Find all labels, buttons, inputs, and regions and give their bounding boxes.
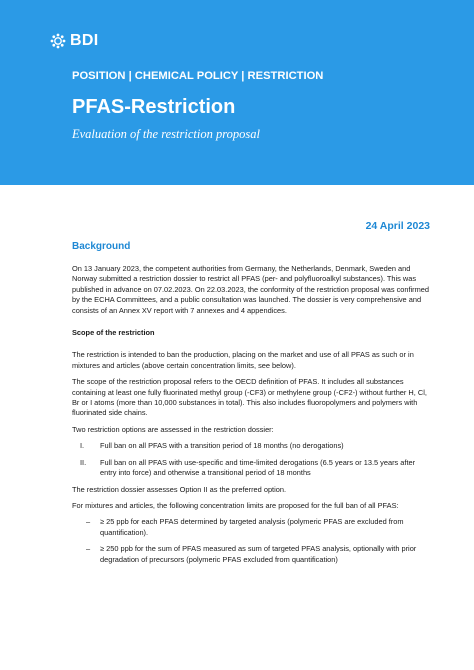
document-kicker: POSITION | CHEMICAL POLICY | RESTRICTION (72, 70, 324, 82)
scope-paragraph-1: The restriction is intended to ban the production, placing on the market and use of all PFAS as such or in mixtures and articles (above certain concentration limits, see below). (72, 350, 414, 370)
document-subtitle: Evaluation of the restriction proposal (72, 127, 260, 141)
bdi-logo (50, 32, 98, 50)
limit-text: ≥ 250 ppb for the sum of PFAS measured as sum of targeted PFAS analysis, optionally with prior degradation of precursors (polymeric PFAS excluded from quantification) (100, 544, 417, 564)
document-title: PFAS-Restriction (72, 96, 236, 118)
header-banner (0, 0, 474, 185)
option-item (72, 458, 430, 479)
option-text: Full ban on all PFAS with use-specific and time-limited derogations (6.5 years or 13.5 years after entry into force) and otherwise a transitional period of 18 months (100, 457, 416, 478)
dash-marker: – (86, 544, 91, 554)
dash-marker: – (86, 517, 91, 527)
background-paragraph: On 13 January 2023, the competent authorities from Germany, the Netherlands, Denmark, Sweden and Norway submitted a restriction dossier to restrict all PFAS (per- and polyfluoroalkyl substances). This was published in advance on 07.02.2023. On 22.03.2023, the conformity of the restriction proposal was confirmed by the ECHA Committees, and a public consultation was launched. The dossier is very comprehensive and consists of an Annex XV report with 7 annexes and 4 appendices. (72, 264, 430, 315)
scope-paragraph-3: Two restriction options are assessed in the restriction dossier: (72, 424, 274, 434)
logo-text: BDI (70, 32, 99, 49)
background-heading: Background (72, 241, 131, 252)
scope-paragraph-2: The scope of the restriction proposal refers to the OECD definition of PFAS. It includes all substances containing at least one fully fluorinated methyl group (-CF3) or methylene group (-CF2-) without further H, Cl, Br or I atoms (more than 10,000 substances in total). This also includes fluoropolymers and polymers with fluorinated side chains. (72, 377, 427, 418)
option-item (72, 441, 430, 451)
document-date: 24 April 2023 (365, 220, 430, 232)
limit-item (72, 517, 430, 538)
document-body (72, 240, 430, 571)
option-text: Full ban on all PFAS with a transition period of 18 months (no derogations) (100, 441, 344, 451)
limit-item (72, 544, 430, 565)
scope-paragraph-5: For mixtures and articles, the following concentration limits are proposed for the full ban of all PFAS: (72, 500, 399, 510)
option-number: II. (80, 457, 87, 467)
option-number: I. (80, 441, 85, 451)
scope-heading: Scope of the restriction (72, 328, 155, 338)
scope-paragraph-4: The restriction dossier assesses Option II as the preferred option. (72, 484, 287, 494)
limit-text: ≥ 25 ppb for each PFAS determined by targeted analysis (polymeric PFAS are excluded from quantification). (100, 517, 404, 537)
bdi-emblem-icon (50, 33, 66, 49)
